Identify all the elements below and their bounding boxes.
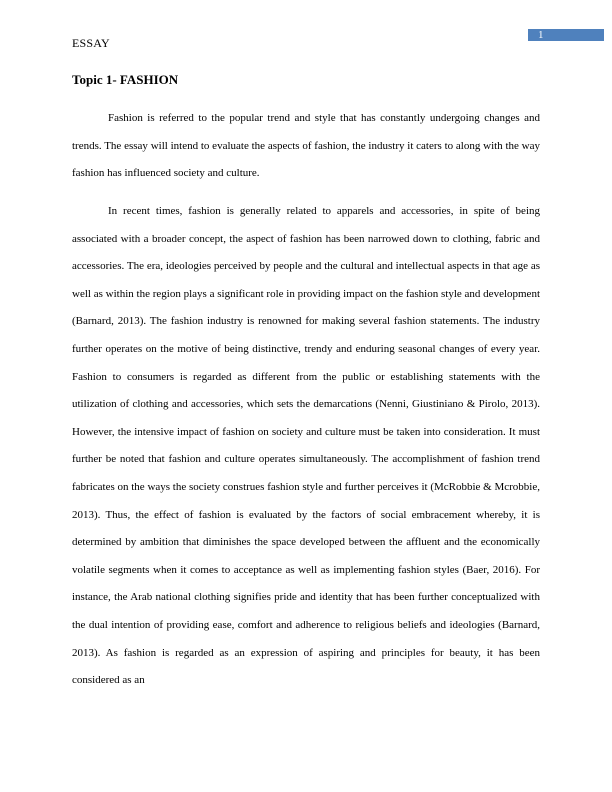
page-number: 1 <box>538 29 544 41</box>
paragraph-body: In recent times, fashion is generally related to apparels and accessories, in spite of being associated with a broader concept, the aspect of fashion has been narrowed down to clothing, fabric and accessories. The era, ideologies perceived by people and the cultural and intellectual aspects in that age as well as within the region plays a significant role in providing impact on the fashion style and development (Barnard, 2013). The fashion industry is renowned for making several fashion statements. The industry further operates on the motive of being distinctive, trendy and enduring seasonal changes of every year. Fashion to consumers is regarded as different from the public or establishing statements with the utilization of clothing and accessories, which sets the demarcations (Nenni, Giustiniano & Pirolo, 2013). However, the intensive impact of fashion on society and culture must be taken into consideration. It must further be noted that fashion and culture operates simultaneously. The accomplishment of fashion trend fabricates on the ways the society construes fashion style and further perceives it (McRobbie & Mcrobbie, 2013). Thus, the effect of fashion is evaluated by the factors of social embracement whereby, it is determined by ambition that diminishes the space developed between the affluent and the economically volatile segments when it comes to acceptance as well as implementing fashion styles (Baer, 2016). For instance, the Arab national clothing signifies pride and identity that has been further conceptualized with the dual intention of providing ease, comfort and adherence to religious beliefs and ideologies (Barnard, 2013). As fashion is regarded as an expression of aspiring and principles for beauty, it has been considered as an <box>72 205 540 687</box>
page-number-badge <box>528 29 604 41</box>
running-head: ESSAY <box>72 36 110 50</box>
document-title: Topic 1- FASHION <box>72 72 179 87</box>
paragraph-intro: Fashion is referred to the popular trend and style that has constantly undergoing changes and trends. The essay will intend to evaluate the aspects of fashion, the industry it caters to along with the way fashion has influenced society and culture. <box>72 112 540 180</box>
